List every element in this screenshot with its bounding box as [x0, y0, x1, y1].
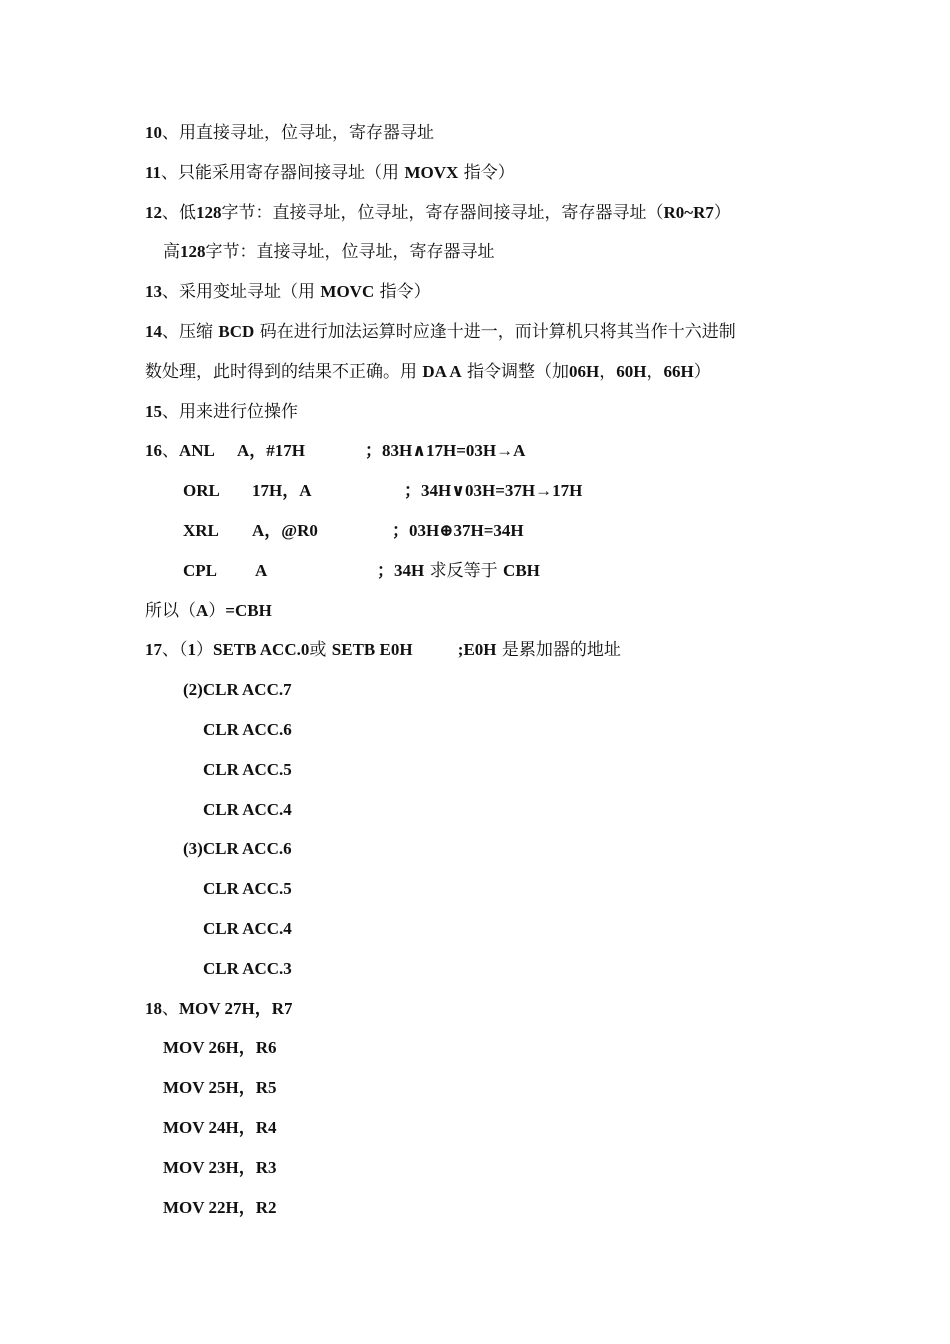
text-segment: SETB ACC.0	[213, 640, 310, 659]
text-segment: 、	[162, 999, 179, 1019]
text-line	[183, 480, 582, 502]
text-segment: ）	[713, 203, 731, 223]
text-segment: 17H，A	[252, 481, 312, 500]
text-segment: (2)CLR ACC.7	[183, 680, 292, 699]
text-segment: 求反等于	[424, 561, 504, 581]
text-line	[145, 401, 298, 423]
text-line	[163, 1077, 277, 1099]
text-segment: 10	[145, 123, 162, 142]
text-segment: A，#17H	[237, 441, 305, 460]
text-segment: MOV 27H，R7	[179, 999, 293, 1018]
text-segment: XRL	[183, 521, 219, 540]
text-segment: =CBH	[225, 601, 272, 620]
text-line	[183, 679, 292, 701]
text-segment: CLR ACC.3	[203, 959, 292, 978]
text-segment: 所以（	[145, 601, 196, 621]
text-line	[145, 600, 272, 622]
text-segment: 指令）	[374, 282, 431, 302]
text-segment: ；34H	[377, 561, 425, 580]
text-segment: ORL	[183, 481, 220, 500]
text-segment: 13	[145, 282, 162, 301]
text-segment: 、用来进行位操作	[162, 402, 298, 422]
text-segment: 15	[145, 402, 162, 421]
text-segment: 数处理，此时得到的结果不正确。用	[145, 362, 423, 382]
text-segment: MOVX	[404, 163, 459, 182]
text-segment: 、（	[162, 640, 188, 660]
text-segment: 指令调整（加	[461, 362, 570, 382]
text-segment: BCD	[218, 322, 255, 341]
text-segment: MOV 25H，R5	[163, 1078, 277, 1097]
text-segment: CLR ACC.4	[203, 919, 292, 938]
text-segment: A	[255, 561, 268, 580]
text-segment: ；83H∧17H=03H→A	[365, 441, 526, 460]
text-line	[145, 162, 515, 184]
text-line	[163, 1117, 277, 1139]
text-segment: 06H	[569, 362, 600, 381]
text-line	[203, 759, 292, 781]
text-segment: (3)CLR ACC.6	[183, 839, 292, 858]
text-segment: 、用直接寻址，位寻址，寄存器寻址	[162, 123, 434, 143]
text-line	[145, 321, 736, 343]
text-segment: R0~R7	[663, 203, 714, 222]
text-line	[183, 560, 540, 582]
text-line	[145, 440, 525, 462]
text-segment: 高	[163, 242, 180, 262]
text-line	[163, 1197, 277, 1219]
text-segment: CLR ACC.4	[203, 800, 292, 819]
text-segment: 字节：直接寻址，位寻址，寄存器寻址	[205, 242, 495, 262]
text-segment: ，	[646, 362, 664, 382]
text-line	[145, 202, 731, 224]
text-segment: SETB E0H	[331, 640, 413, 659]
text-segment: 66H	[663, 362, 694, 381]
text-segment: CLR ACC.6	[203, 720, 292, 739]
text-segment: 11	[145, 163, 162, 182]
text-segment: 、采用变址寻址（用	[162, 282, 321, 302]
text-line	[183, 838, 292, 860]
text-line	[145, 281, 431, 303]
text-segment: CBH	[503, 561, 540, 580]
text-segment: 指令）	[458, 163, 515, 183]
text-segment: ;E0H	[457, 640, 497, 659]
text-segment: A	[196, 601, 209, 620]
text-segment: MOV 22H，R2	[163, 1198, 277, 1217]
text-segment: 14	[145, 322, 162, 341]
text-line	[183, 520, 524, 542]
text-segment: 、压缩	[162, 322, 219, 342]
text-segment: A，@R0	[252, 521, 318, 540]
text-line	[145, 361, 711, 383]
text-line	[203, 799, 292, 821]
text-line	[145, 122, 434, 144]
text-segment: 或	[309, 640, 332, 660]
text-segment: 、只能采用寄存器间接寻址（用	[161, 163, 405, 183]
text-segment: 码在进行加法运算时应逢十进一，而计算机只将其当作十六进制	[254, 322, 736, 342]
text-segment: ；34H∨03H=37H→17H	[404, 481, 583, 500]
text-segment: ，	[599, 362, 617, 382]
text-line	[203, 918, 292, 940]
text-segment: ；03H⊕37H=34H	[392, 521, 524, 540]
text-segment: CLR ACC.5	[203, 879, 292, 898]
text-segment: CPL	[183, 561, 217, 580]
text-segment: 字节：直接寻址，位寻址，寄存器间接寻址，寄存器寻址（	[221, 203, 664, 223]
text-segment: 17	[145, 640, 162, 659]
text-line	[203, 958, 292, 980]
text-segment: MOV 26H，R6	[163, 1038, 277, 1057]
text-segment: 、	[162, 441, 179, 461]
text-segment: 、低	[162, 203, 196, 223]
text-segment: MOVC	[320, 282, 375, 301]
text-line	[163, 1157, 277, 1179]
text-segment: 60H	[616, 362, 647, 381]
text-segment: 1	[187, 640, 196, 659]
text-segment: 128	[180, 242, 206, 261]
text-segment: ）	[693, 362, 711, 382]
text-line	[163, 1037, 277, 1059]
text-segment: MOV 23H，R3	[163, 1158, 277, 1177]
text-segment: ）	[208, 601, 226, 621]
text-line	[203, 878, 292, 900]
text-line	[163, 241, 495, 263]
text-segment: ANL	[179, 441, 215, 460]
text-segment: 12	[145, 203, 162, 222]
text-segment: 128	[196, 203, 222, 222]
text-segment: 18	[145, 999, 162, 1018]
text-line	[145, 639, 621, 661]
text-segment: CLR ACC.5	[203, 760, 292, 779]
text-segment: 是累加器的地址	[496, 640, 621, 660]
text-line	[203, 719, 292, 741]
text-segment: MOV 24H，R4	[163, 1118, 277, 1137]
text-line	[145, 998, 293, 1020]
text-segment: 16	[145, 441, 162, 460]
text-segment: ）	[196, 640, 213, 660]
text-segment: DA A	[422, 362, 462, 381]
